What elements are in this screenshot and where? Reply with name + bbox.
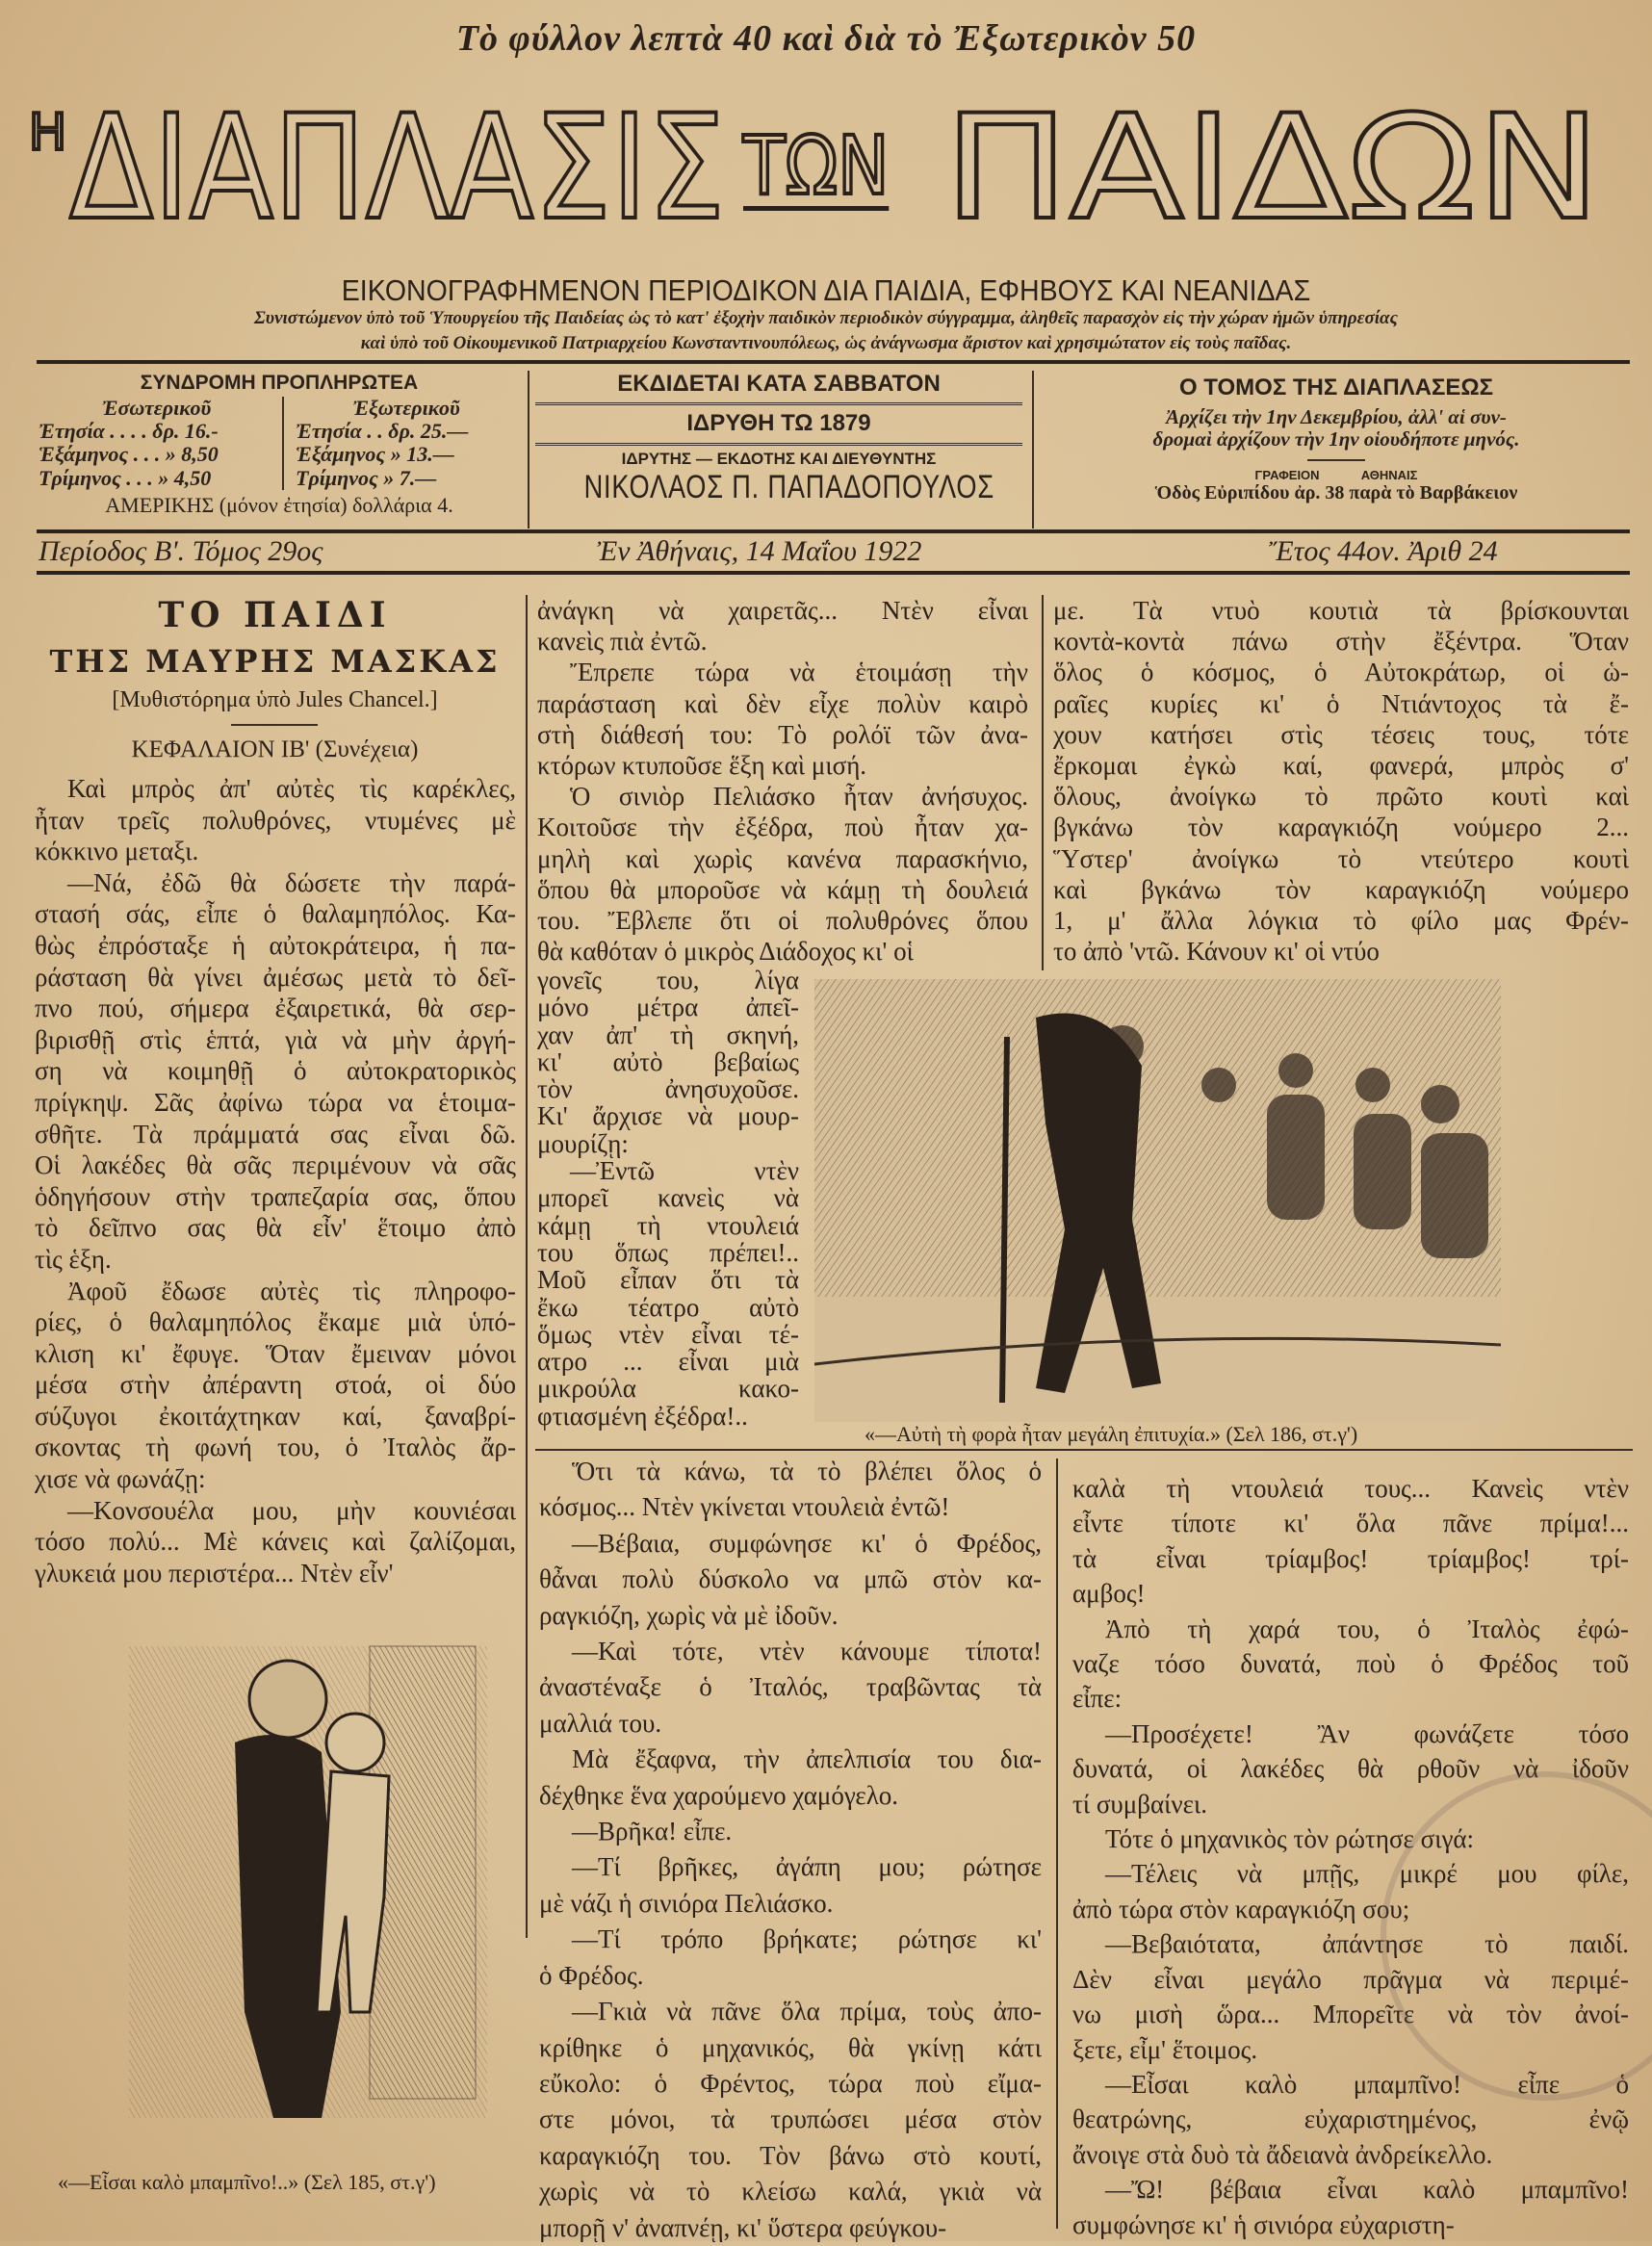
article-title-line2: ΤΗΣ ΜΑΥΡΗΣ ΜΑΣΚΑΣ xyxy=(49,643,501,680)
text-line: ξετε, εἶμ' ἕτοιμος. xyxy=(1072,2034,1258,2064)
text-line: κόσμος... Ντὲν γκίνεται ντουλειὰ ἐντῶ! xyxy=(539,1492,950,1522)
text-line: χισε νὰ φωνάζῃ: xyxy=(35,1464,206,1494)
office-label xyxy=(1042,469,1631,482)
text-line: κόκκινο μεταξι. xyxy=(35,837,199,866)
text-line: ὅμως ντὲν εἶναι τέ- xyxy=(537,1319,799,1349)
divider xyxy=(528,371,529,529)
text-line: κτόρων κτυποῦσε ἕξη καὶ μισή. xyxy=(537,751,867,781)
text-line: μαλλιά του. xyxy=(539,1708,662,1738)
text-line: τὸν ἀνησυχοῦσε. xyxy=(537,1074,799,1104)
text-line: μόνο μέτρα ἀπεῖ- xyxy=(537,993,799,1022)
text-line: θἆναι πολὺ δύσκολο να μπῶ στὸν κα- xyxy=(539,1564,1042,1594)
text-line: νω μισὴ ὥρα... Μπορεῖτε νὰ τὸν ἀνοί- xyxy=(1072,2000,1629,2029)
masthead-title-word3: ΠΑΙΔΩΝ xyxy=(943,85,1602,252)
price-row: Τρίμηνος . . . » 4,50 xyxy=(39,465,212,490)
text-line: —Καὶ τότε, ντὲν κάνουμε τίποτα! xyxy=(572,1637,1042,1666)
text-line: ατρο ... εἶναι μιὰ xyxy=(537,1347,799,1377)
america-price: ΑΜΕΡΙΚΗΣ (μόνον ἐτησία) δολλάρια 4. xyxy=(105,492,453,517)
text-line: —Νά, ἐδῶ θὰ δώσετε τὴν παρά- xyxy=(67,867,516,897)
text-line: —Γκιὰ νὰ πᾶνε ὅλα πρίμα, τοὺς ἀπο- xyxy=(572,1997,1042,2027)
text-line: ὅλος ὁ κόσμος, ὁ Αὐτοκράτωρ, οἱ ὡ- xyxy=(1053,658,1629,687)
publication-schedule: ΕΚΔΙΔΕΤΑΙ ΚΑΤΑ ΣΑΒΒΑΤΟΝ xyxy=(535,372,1022,405)
text-line: ἀναστέναξε ὁ Ἰταλός, τραβῶντας τὰ xyxy=(539,1672,1042,1702)
text-line: ἔκω τέατρο αὐτὸ xyxy=(537,1292,799,1322)
text-line: χωρὶς νὰ τὸ κλείσω καλά, γκιὰ νὰ xyxy=(539,2177,1042,2207)
text-line: θεατρώνης, εὐχαριστημένος, ἐνῷ xyxy=(1072,2104,1629,2134)
text-line: στασή σάς, εἶπε ὁ θαλαμηπόλος. Κα- xyxy=(35,899,516,929)
text-line: Καὶ μπρὸς ἀπ' αὐτὲς τὶς καρέκλες, xyxy=(67,774,516,803)
divider xyxy=(37,529,1630,533)
text-line: 1, μ' ἄλλα λόγκια τὸ φίλο μας Φρέν- xyxy=(1053,906,1629,936)
stage-performance-illustration xyxy=(814,979,1501,1422)
divider xyxy=(37,360,1630,364)
publisher-role: ΙΔΡΥΤΗΣ — ΕΚΔΟΤΗΣ ΚΑΙ ΔΙΕΥΘΥΝΤΗΣ xyxy=(621,449,937,468)
chapter-heading: ΚΕΦΑΛΑΙΟΝ ΙΒ' (Συνέχεια) xyxy=(131,736,419,762)
text-line: κρίθηκε ὁ μηχανικός, θὰ γκίνῃ κάτι xyxy=(539,2032,1042,2062)
text-line: μπορεῖ κανεὶς νὰ xyxy=(537,1183,799,1213)
subscription-box xyxy=(39,372,520,517)
text-line: ἦταν τρεῖς πολυθρόνες, ντυμένες μὲ xyxy=(35,805,516,835)
text-line: Κι' ἄρχισε νὰ μουρ- xyxy=(537,1101,799,1131)
text-line: —Βεβαιότατα, ἀπάντησε τὸ παιδί. xyxy=(1105,1929,1629,1959)
column-divider xyxy=(1042,595,1044,970)
text-line: ρίες, ὁ θαλαμηπόλος ἔκαμε μιὰ ὑπό- xyxy=(35,1307,516,1337)
text-line: ἀνάγκη νὰ χαιρετᾶς... Ντὲν εἶναι xyxy=(537,596,1028,625)
text-line: μικρούλα κακο- xyxy=(537,1374,799,1404)
volume-text: δρομαὶ ἀρχίζουν τὴν 1ην οἱουδήποτε μηνός. xyxy=(1152,427,1520,452)
volume-title: Ο ΤΟΜΟΣ ΤΗΣ ΔΙΑΠΛΑΣΕΩΣ xyxy=(1178,374,1494,400)
price-row: Ἑξάμηνος . . . » 8,50 xyxy=(39,442,219,467)
text-line: αμβος! xyxy=(1072,1579,1146,1609)
text-line: Ὁ σινιὸρ Πελιάσκο ἦταν ἀνήσυχος. xyxy=(570,782,1028,812)
text-line: φτιασμένη ἐξέδρα!.. xyxy=(537,1401,748,1431)
text-column-2-top xyxy=(537,595,1028,967)
article-title-line1: ΤΟ ΠΑΙΔΙ xyxy=(158,595,392,635)
publisher-name: ΝΙΚΟΛΑΟΣ Π. ΠΑΠΑΔΟΠΟΥΛΟΣ xyxy=(583,469,994,506)
text-line: κοντὰ-κοντὰ πάνω στὴν ἔξέντρα. Ὅταν xyxy=(1053,627,1629,657)
subtitle: ΕΙΚΟΝΟΓΡΑΦΗΜΕΝΟΝ ΠΕΡΙΟΔΙΚΟΝ ΔΙΑ ΠΑΙΔΙΑ, ΕΦΗΒΟΥΣ ΚΑΙ ΝΕΑΝΙΔΑΣ xyxy=(341,273,1311,307)
volume-text: Ἀρχίζει τὴν 1ην Δεκεμβρίου, ἀλλ' αἱ συν- xyxy=(1166,405,1507,429)
text-line: ἀπὸ τώρα στὸν καραγκιόζη σου; xyxy=(1072,1894,1410,1923)
text-line: τὶς ἑξη. xyxy=(35,1244,112,1274)
text-line: Δὲν εἶναι μεγάλο πρᾶγμα νὰ περιμέ- xyxy=(1072,1964,1629,1994)
text-line: ραγκιόζη, χωρὶς νὰ μὲ ἰδοῦν. xyxy=(539,1600,839,1630)
text-line: μηλὴ καὶ χωρὶς κανένα παρασκήνιο, xyxy=(537,843,1028,873)
price-line: Τὸ φύλλον λεπτὰ 40 καὶ διὰ τὸ Ἐξωτερικὸν 50 xyxy=(455,18,1197,59)
text-line: ὁδηγήσουν στὴν τραπεζαρία σας, ὅπου xyxy=(35,1181,516,1211)
text-line: στὴ διάθεσή του: Τὸ ρολόϊ τῶν ἀνα- xyxy=(537,719,1028,749)
column-divider xyxy=(1056,1459,1058,2229)
boy-illustration-caption: «—Εἶσαι καλὸ μπαμπῖνο!..» (Σελ 185, στ.γ') xyxy=(58,2170,436,2194)
publisher-box xyxy=(535,372,1022,506)
text-line: εὔκολο: ὁ Φρέντος, τώρα ποὺ εἴμα- xyxy=(539,2068,1042,2098)
office-city: ΑΘΗΝΑΙΣ xyxy=(1360,467,1418,482)
text-line: πνο πού, σήμερα ἐξαιρετικά, θὰ σερ- xyxy=(35,994,516,1023)
text-line: θὼς ἐπρόσταξε ἡ αὐτοκράτειρα, ἡ πα- xyxy=(35,930,516,960)
text-line: κι' αὐτὸ βεβαίως xyxy=(537,1046,799,1076)
text-line: ραῖες κυρίες κι' ὁ Ντιάντοχος τὰ ἔ- xyxy=(1053,688,1629,718)
domestic-label: Ἐσωτερικοῦ xyxy=(101,396,212,421)
text-line: —Τέλεις νὰ μπῇς, μικρέ μου φίλε, xyxy=(1105,1859,1629,1889)
subscription-title: ΣΥΝΔΡΟΜΗ ΠΡΟΠΛΗΡΩΤΕΑ xyxy=(140,372,419,394)
text-line: —Βρῆκα! εἶπε. xyxy=(572,1817,733,1846)
text-line: του ὅπως πρέπει!.. xyxy=(537,1237,799,1267)
text-line: Ὕστερ' ἀνοίγκω τὸ ντεύτερο κουτὶ xyxy=(1053,843,1629,873)
text-line: —Τί βρῆκες, ἀγάπη μου; ρώτησε xyxy=(572,1852,1042,1882)
masthead-title-word2: ΤΩΝ xyxy=(743,118,890,213)
text-line: ση νὰ κοιμηθῇ ὁ αὐτοκρατορικὸς xyxy=(35,1056,516,1086)
text-line: Οἱ λακέδες θὰ σᾶς περιμένουν νὰ σᾶς xyxy=(35,1150,516,1180)
text-line: ἄνοιγε στὰ δυὸ τὰ ἄδειανὰ ἀνδρείκελλο. xyxy=(1072,2139,1493,2169)
text-line: τί συμβαίνει. xyxy=(1072,1789,1207,1819)
text-line: του. Ἔβλεπε ὅτι οἱ πολυθρόνες ὅπου xyxy=(537,906,1028,936)
divider xyxy=(37,571,1630,575)
text-line: στε μόνοι, τὰ τρυπώσει μέσα στὸν xyxy=(539,2104,1042,2134)
divider xyxy=(1032,371,1034,529)
text-line: ὅπου θὰ μποροῦσε νὰ κάμῃ τὴ δουλειά xyxy=(537,874,1028,904)
text-line: βγκάνω τὸν καραγκιόζη νούμερο 2... xyxy=(1053,813,1629,842)
text-line: ὅλους, ἀνοίγκω τὸ πρῶτο κουτὶ καὶ xyxy=(1053,782,1629,812)
text-column-2-narrow xyxy=(537,967,799,1430)
text-line: Τότε ὁ μηχανικὸς τὸν ρώτησε σιγά: xyxy=(1105,1824,1475,1854)
text-line: ὁ Φρέδος. xyxy=(539,1960,644,1990)
text-column-2-bottom xyxy=(539,1454,1042,2246)
text-line: ἔρκομαι ἐγκὼ καί, φανερά, μπρὸς σ' xyxy=(1053,751,1629,781)
text-line: σκοντας τὴ φωνή του, ὁ Ἰταλὸς ἄρ- xyxy=(35,1433,516,1462)
text-line: δέχθηκε ἕνα χαρούμενο χαμόγελο. xyxy=(539,1780,899,1810)
text-line: —Ὤ! βέβαια εἶναι καλὸ μπαμπῖνο! xyxy=(1105,2175,1629,2205)
text-line: με. Τὰ ντυὸ κουτιὰ τὰ βρίσκουνται xyxy=(1053,596,1629,625)
text-line: γλυκειά μου περιστέρα... Ντὲν εἶν' xyxy=(35,1558,394,1588)
masthead-article: Η xyxy=(29,104,67,162)
text-column-3-top xyxy=(1053,595,1629,967)
text-line: κανεὶς πιὰ ἐντῶ. xyxy=(537,627,708,657)
text-line: θὰ καθόταν ὁ μικρὸς Διάδοχος κι' οἱ xyxy=(537,937,914,967)
text-line: καὶ βγκάνω τὸν καραγκιόζη νούμερο xyxy=(1053,874,1629,904)
period-volume: Περίοδος Β'. Τόμος 29ος xyxy=(39,535,323,567)
text-line: Ἔπρεπε τώρα νὰ ἑτοιμάσῃ τὴν xyxy=(570,658,1028,687)
divider xyxy=(535,1449,1633,1451)
masthead-title-word1: ΔΙΑΠΛΑΣΙΣ xyxy=(69,85,726,252)
text-line: —Κονσουέλα μου, μὴν κουνιέσαι xyxy=(67,1495,516,1525)
text-line: Ἀφοῦ ἔδωσε αὐτὲς τὶς πληροφο- xyxy=(67,1276,516,1305)
text-line: Ἀπὸ τὴ χαρά του, ὁ Ἰταλὸς ἐφώ- xyxy=(1105,1614,1629,1643)
text-line: πρίγκηψ. Σᾶς ἀφίνω τώρα να ἑτοιμα- xyxy=(35,1087,516,1117)
text-line: εἶπε: xyxy=(1072,1684,1123,1714)
text-line: μέσα στὴν ἀπέραντη στοά, οἱ δύο xyxy=(35,1370,516,1400)
text-line: ράσταση θὰ γίνει ἀμέσως μετὰ τὸ δεῖ- xyxy=(35,962,516,992)
issue-number: Ἔτος 44ον. Ἀριθ 24 xyxy=(1269,535,1498,567)
divider xyxy=(231,724,318,726)
text-line: βιρισθῇ στὶς ἑπτά, γιὰ νὰ μὴν ἀργή- xyxy=(35,1024,516,1054)
text-line: —Ἐντῶ ντὲν xyxy=(570,1156,799,1186)
office-label-text: ΓΡΑΦΕΙΟΝ xyxy=(1254,467,1320,482)
text-line: τὰ εἶναι τρίαμβος! τρίαμβος! τρί- xyxy=(1072,1543,1629,1573)
stage-illustration-caption: «—Αὐτὴ τὴ φορὰ ἦταν μεγάλη ἐπιτυχία.» (Σελ 186, στ.γ') xyxy=(865,1422,1358,1446)
text-line: μπορῇ ν' ἀναπνέῃ, κι' ὕστερα φεύγκου- xyxy=(539,2212,947,2242)
domestic-prices xyxy=(39,397,284,490)
foreign-label: Ἐξωτερικοῦ xyxy=(352,396,460,421)
text-line: τόσο πολύ... Μὲ κάνεις καὶ ζαλίζομαι, xyxy=(35,1527,516,1557)
column-divider xyxy=(526,595,528,1938)
text-line: το ἀπὸ 'ντῶ. Κάνουν κι' οἱ ντύο xyxy=(1053,937,1380,967)
text-line: χουν κατήσει στὶς τέσεις τους, τότε xyxy=(1053,719,1629,749)
office-address: Ὁδὸς Εὐριπίδου ἀρ. 38 παρὰ τὸ Βαρβάκειον xyxy=(1154,481,1518,503)
text-line: καλὰ τὴ ντουλειά τους... Κανεὶς ντὲν xyxy=(1072,1474,1629,1503)
text-line: δυνατά, οἱ λακέδες θὰ ρθοῦν νὰ ἰδοῦν xyxy=(1072,1754,1629,1784)
text-line: —Εἶσαι καλὸ μπαμπῖνο! εἶπε ὁ xyxy=(1105,2069,1629,2099)
text-line: Μοῦ εἶπαν ὅτι τὰ xyxy=(537,1265,799,1295)
text-line: χαν ἀπ' τὴ σκηνή, xyxy=(537,1020,799,1049)
text-line: σθῆτε. Τὰ πράμματά σας εἶναι δῶ. xyxy=(35,1119,516,1149)
volume-info-box xyxy=(1042,375,1631,503)
recommendation-line: καὶ ὑπὸ τοῦ Οἰκουμενικοῦ Πατριαρχείου Κωνσταντινουπόλεως, ὡς ἀνάγνωσμα ἄριστον καὶ χρησιμώτατον εἰς τοὺς παῖδας. xyxy=(360,333,1292,353)
recommendation-line: Συνιστώμενον ὑπὸ τοῦ Ὑπουργείου τῆς Παιδείας ὡς τὸ κατ' ἐξοχὴν παιδικὸν περιοδικὸν σύγγραμμα, ἀληθεῖς παρασχὸν εἰς τὴν χώραν ἡμῶν ὑπηρεσίας xyxy=(254,308,1398,328)
price-row: Ἑξάμηνος » 13.— xyxy=(296,442,454,467)
price-row: Τρίμηνος » 7.— xyxy=(296,465,437,490)
price-row: Ἐτησία . . . . δρ. 16.- xyxy=(39,419,219,444)
text-line: ναζε τόσο δυνατά, ποὺ ὁ Φρέδος τοῦ xyxy=(1072,1649,1629,1679)
text-line: μουρίζῃ: xyxy=(537,1128,629,1158)
text-line: κλιση κι' ἔφυγε. Ὅταν ἔμειναν μόνοι xyxy=(35,1338,516,1368)
text-line: μὲ νάζι ἡ σινιόρα Πελιάσκο. xyxy=(539,1888,834,1918)
text-line: εἶντε τίποτε κι' ὅλα πᾶνε πρίμα!... xyxy=(1072,1509,1629,1538)
text-line: γονεῖς του, λίγα xyxy=(537,966,799,994)
text-line: τὸ δεῖπνο σας θὰ εἶν' ἕτοιμο ἀπὸ xyxy=(35,1213,516,1243)
text-line: καραγκιόζη του. Τὸν βάνω στὸ κουτί, xyxy=(539,2140,1042,2170)
boy-and-man-illustration xyxy=(129,1608,487,2143)
text-line: Ὅτι τὰ κάνω, τὰ τὸ βλέπει ὅλος ὁ xyxy=(572,1457,1042,1485)
text-line: Μὰ ἔξαφνα, τὴν ἀπελπισία του δια- xyxy=(572,1744,1042,1774)
text-line: σύζυγοι ἐκοιτάχτηκαν καί, ξαναβρί- xyxy=(35,1401,516,1431)
text-line: —Προσέχετε! Ἂν φωνάζετε τόσο xyxy=(1105,1718,1629,1748)
text-line: κάμῃ τὴ ντουλειά xyxy=(537,1210,799,1240)
price-row: Ἐτησία . . δρ. 25.— xyxy=(296,419,469,444)
foreign-prices xyxy=(284,397,517,490)
founded-year: ΙΔΡΥΘΗ ΤΩ 1879 xyxy=(535,405,1022,445)
issue-date: Ἐν Ἀθήναις, 14 Μαΐου 1922 xyxy=(597,535,922,567)
text-line: —Βέβαια, συμφώνησε κι' ὁ Φρέδος, xyxy=(572,1528,1042,1558)
text-line: —Τί τρόπο βρήκατε; ρώτησε κι' xyxy=(572,1924,1042,1954)
article-byline: [Μυθιστόρημα ὑπὸ Jules Chancel.] xyxy=(112,687,438,712)
text-line: συμφώνησε κι' ἡ σινιόρα εὐχαριστη- xyxy=(1072,2209,1455,2239)
text-line: Κοιτοῦσε τὴν ἐξέδρα, ποὺ ἦταν χα- xyxy=(537,813,1028,842)
text-line: παράσταση καὶ δὲν εἶχε πολὺν καιρὸ xyxy=(537,688,1028,718)
text-column-1 xyxy=(35,773,516,1588)
